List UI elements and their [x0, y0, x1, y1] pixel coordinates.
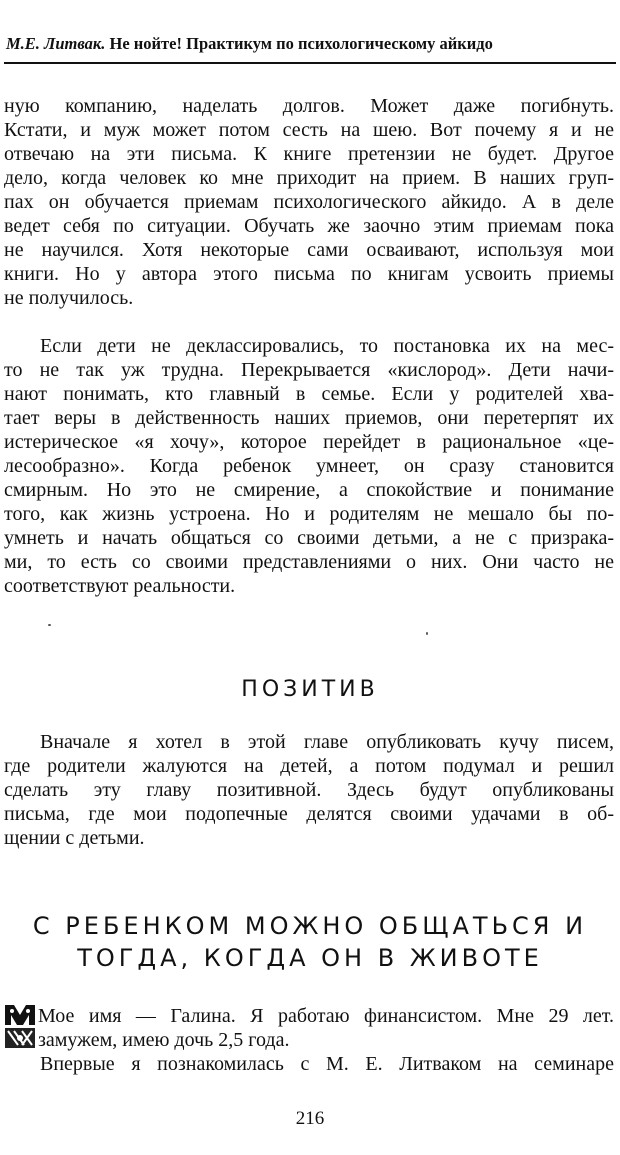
- section-title-positive: ПОЗИТИВ: [241, 677, 379, 702]
- text-line: то не так уж трудна. Перекрывается «кислород». Дети начи-: [4, 359, 614, 381]
- section-title-line: ТОГДА, КОГДА ОН В ЖИВОТЕ: [77, 944, 543, 972]
- section-title-story: [0, 910, 620, 974]
- header-rule: [4, 62, 616, 64]
- ornamental-dropcap-icon: [4, 1003, 36, 1049]
- section-title-line: С РЕБЕНКОМ МОЖНО ОБЩАТЬСЯ И: [32, 912, 588, 940]
- text-line: того, как жизнь устроена. Но и родителям не мешало бы по-: [4, 503, 614, 525]
- paragraph-2: [4, 334, 614, 598]
- text-line: Кстати, и муж может потом сесть на шею. Вот почему я и не: [4, 119, 614, 141]
- text-line: Впервые я познакомилась с М. Е. Литваком на семинаре: [40, 1053, 614, 1075]
- header-author: М.Е. Литвак.: [6, 34, 106, 53]
- text-line: соответствуют реальности.: [4, 575, 236, 597]
- paragraph-4-line-1: [38, 1004, 614, 1052]
- text-line: умнеть и начать общаться со своими детьми, а не с призрака-: [4, 527, 614, 549]
- text-line: смирным. Но это не смирение, а спокойствие и понимание: [4, 479, 614, 501]
- text-line: лесообразно». Когда ребенок умнеет, он сразу становится: [4, 455, 614, 477]
- text-line: письма, где мои подопечные делятся своими удачами в об-: [4, 803, 614, 825]
- paragraph-1: [4, 94, 614, 310]
- text-line: щении с детьми.: [4, 827, 145, 849]
- text-line: пах он обучается приемам психологического айкидо. А в деле: [4, 191, 614, 213]
- text-line: книги. Но у автора этого письма по книгам усвоить приемы: [4, 263, 614, 285]
- paragraph-4-line-3: [4, 1052, 614, 1076]
- print-speck: [426, 632, 428, 635]
- text-line: сделать эту главу позитивной. Здесь будут опубликованы: [4, 779, 614, 801]
- text-line: замужем, имею дочь 2,5 года.: [38, 1029, 290, 1051]
- print-speck: [48, 624, 51, 626]
- text-line: ведет себя по ситуации. Обучать же заочно этим приемам пока: [4, 215, 614, 237]
- header-title: Не нойте! Практикум по психологическому айкидо: [109, 34, 493, 53]
- text-line: ми, то есть со своими представлениями о них. Они часто не: [4, 551, 614, 573]
- text-line: ную компанию, наделать долгов. Может даже погибнуть.: [4, 95, 614, 117]
- text-line: отвечаю на эти письма. К книге претензии не будет. Другое: [4, 143, 614, 165]
- text-line: истерическое «я хочу», которое перейдет в рациональное «це-: [4, 431, 614, 453]
- text-line: не получилось.: [4, 287, 134, 309]
- text-line: дело, когда человек ко мне приходит на прием. В наших груп-: [4, 167, 614, 189]
- page-number: 216: [295, 1108, 325, 1129]
- text-line: нают понимать, кто главный в семье. Если у родителей хва-: [4, 383, 614, 405]
- text-line: тает веры в действенность наших приемов, они перетерпят их: [4, 407, 614, 429]
- text-line: где родители жалуются на детей, а потом подумал и решил: [4, 755, 614, 777]
- text-line: Вначале я хотел в этой главе опубликовать кучу писем,: [40, 731, 614, 753]
- paragraph-3: [4, 730, 614, 850]
- text-line: Мое имя — Галина. Я работаю финансистом. Мне 29 лет.: [38, 1005, 614, 1027]
- text-line: не научился. Хотя некоторые сами осваивают, используя мои: [4, 239, 614, 261]
- text-line: Если дети не деклассировались, то постановка их на мес-: [40, 335, 614, 357]
- running-header: [6, 34, 614, 54]
